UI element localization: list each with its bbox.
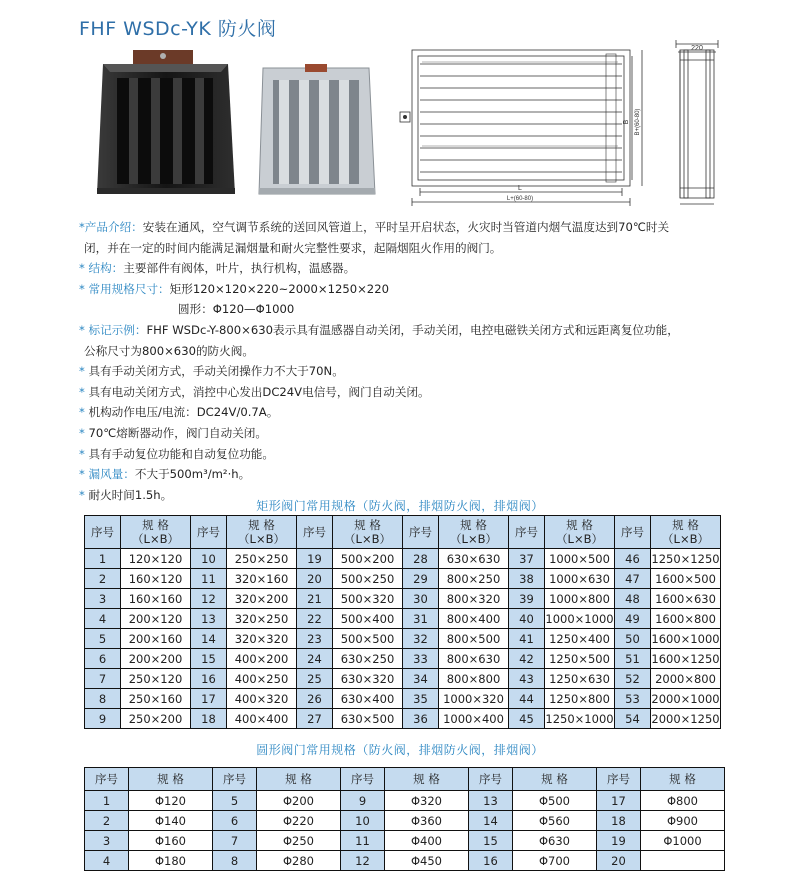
- row-number-cell: 12: [191, 589, 227, 609]
- dimension-b-label: B: [623, 119, 630, 125]
- size-cell: 630×400: [333, 689, 403, 709]
- steel-damper-photo: [257, 62, 377, 200]
- size-cell: 800×630: [439, 649, 509, 669]
- feature-5: * 具有手动复位功能和自动复位功能。: [79, 446, 274, 461]
- row-number-cell: 9: [85, 709, 121, 729]
- rect-header-size: 规 格 （L×B）: [333, 516, 403, 549]
- row-number-cell: 20: [597, 851, 641, 871]
- size-cell: 400×400: [227, 709, 297, 729]
- size-cell: 250×200: [121, 709, 191, 729]
- row-number-cell: 25: [297, 669, 333, 689]
- size-cell: 800×400: [439, 609, 509, 629]
- row-number-cell: 42: [509, 649, 545, 669]
- spec-round-text: 圆形：Φ120—Φ1000: [178, 302, 295, 317]
- size-cell: 630×250: [333, 649, 403, 669]
- row-number-cell: 2: [85, 569, 121, 589]
- size-cell: Φ1000: [641, 831, 725, 851]
- table-row: [85, 831, 725, 851]
- size-cell: 1250×1250: [651, 549, 721, 569]
- size-cell: Φ320: [385, 791, 469, 811]
- size-cell: 320×200: [227, 589, 297, 609]
- round-header-size: 规 格: [385, 768, 469, 791]
- row-number-cell: 3: [85, 589, 121, 609]
- round-spec-table: [84, 767, 725, 871]
- row-number-cell: 5: [85, 629, 121, 649]
- size-cell: 800×250: [439, 569, 509, 589]
- size-cell: 500×500: [333, 629, 403, 649]
- row-number-cell: 31: [403, 609, 439, 629]
- size-cell: 500×200: [333, 549, 403, 569]
- row-number-cell: 19: [597, 831, 641, 851]
- size-cell: 1600×630: [651, 589, 721, 609]
- table-row: [85, 609, 721, 629]
- size-cell: 800×800: [439, 669, 509, 689]
- row-number-cell: 10: [341, 811, 385, 831]
- size-cell: 1250×1000: [545, 709, 615, 729]
- row-number-cell: 7: [213, 831, 257, 851]
- example-line: * 标记示例：FHF WSDc-Y-800×630表示具有温感器自动关闭，手动关闭，电控电磁铁关闭方式和远距离复位功能，: [79, 322, 679, 337]
- size-cell: 200×200: [121, 649, 191, 669]
- size-cell: 1250×400: [545, 629, 615, 649]
- intro-text: 安装在通风，空气调节系统的送回风管道上，平时呈开启状态，火灾时当管道内烟气温度达到70℃时关: [142, 220, 670, 234]
- row-number-cell: 14: [469, 811, 513, 831]
- row-number-cell: 24: [297, 649, 333, 669]
- dimension-l-total-label: L+(60-80): [506, 196, 534, 202]
- round-header-no: 序号: [597, 768, 641, 791]
- size-cell: 1250×630: [545, 669, 615, 689]
- row-number-cell: 6: [213, 811, 257, 831]
- size-cell: Φ160: [129, 831, 213, 851]
- size-cell: 500×250: [333, 569, 403, 589]
- size-cell: 160×160: [121, 589, 191, 609]
- rect-header-size: 规 格 （L×B）: [439, 516, 509, 549]
- size-cell: 630×320: [333, 669, 403, 689]
- product-description: [79, 217, 739, 505]
- row-number-cell: 36: [403, 709, 439, 729]
- spec-rect-text: 矩形120×120×220~2000×1250×220: [169, 281, 389, 296]
- row-number-cell: 10: [191, 549, 227, 569]
- side-view-drawing: [666, 38, 728, 210]
- row-number-cell: 35: [403, 689, 439, 709]
- row-number-cell: 33: [403, 649, 439, 669]
- leak-text: 不大于500m³/m²·h。: [134, 467, 251, 482]
- size-cell: 1000×630: [545, 569, 615, 589]
- size-cell: Φ120: [129, 791, 213, 811]
- row-number-cell: 47: [615, 569, 651, 589]
- round-header-no: 序号: [85, 768, 129, 791]
- size-cell: Φ280: [257, 851, 341, 871]
- row-number-cell: 18: [597, 811, 641, 831]
- row-number-cell: 6: [85, 649, 121, 669]
- row-number-cell: 30: [403, 589, 439, 609]
- size-cell: 1000×500: [545, 549, 615, 569]
- size-cell: Φ200: [257, 791, 341, 811]
- size-cell: 500×400: [333, 609, 403, 629]
- feature-4: * 70℃熔断器动作，阀门自动关闭。: [79, 425, 267, 440]
- row-number-cell: 1: [85, 791, 129, 811]
- round-header-size: 规 格: [641, 768, 725, 791]
- row-number-cell: 1: [85, 549, 121, 569]
- size-cell: 1000×320: [439, 689, 509, 709]
- size-cell: 120×120: [121, 549, 191, 569]
- size-cell: Φ800: [641, 791, 725, 811]
- table-row: [85, 851, 725, 871]
- example-text: FHF WSDc-Y-800×630表示具有温感器自动关闭，手动关闭，电控电磁铁关闭方式和远距离复位功能，: [146, 322, 679, 337]
- row-number-cell: 23: [297, 629, 333, 649]
- row-number-cell: 38: [509, 569, 545, 589]
- rect-header-no: 序号: [297, 516, 333, 549]
- size-cell: Φ250: [257, 831, 341, 851]
- size-cell: 400×200: [227, 649, 297, 669]
- row-number-cell: 28: [403, 549, 439, 569]
- size-cell: 2000×1250: [651, 709, 721, 729]
- row-number-cell: 16: [191, 669, 227, 689]
- intro-line: *产品介绍：安装在通风，空气调节系统的送回风管道上，平时呈开启状态，火灾时当管道内烟气温度达到70℃时关: [79, 220, 670, 234]
- size-cell: 250×250: [227, 549, 297, 569]
- row-number-cell: 16: [469, 851, 513, 871]
- size-cell: Φ560: [513, 811, 597, 831]
- row-number-cell: 20: [297, 569, 333, 589]
- table-row: [85, 569, 721, 589]
- size-cell: 1250×500: [545, 649, 615, 669]
- round-header-no: 序号: [341, 768, 385, 791]
- feature-3: * 机构动作电压/电流：DC24V/0.7A。: [79, 405, 279, 420]
- fire-line: * 耐火时间1.5h。: [79, 487, 173, 502]
- row-number-cell: 13: [191, 609, 227, 629]
- rect-header-no: 序号: [615, 516, 651, 549]
- rect-header-no: 序号: [403, 516, 439, 549]
- row-number-cell: 18: [191, 709, 227, 729]
- row-number-cell: 3: [85, 831, 129, 851]
- table-row: [85, 589, 721, 609]
- rect-table-caption: 矩形阀门常用规格（防火阀，排烟防火阀，排烟阀）: [256, 499, 544, 513]
- page-title: FHF WSDc-YK 防火阀: [79, 18, 277, 40]
- row-number-cell: 46: [615, 549, 651, 569]
- size-cell: 1600×800: [651, 609, 721, 629]
- size-cell: 1600×1250: [651, 649, 721, 669]
- size-cell: Φ140: [129, 811, 213, 831]
- row-number-cell: 8: [213, 851, 257, 871]
- size-cell: 320×320: [227, 629, 297, 649]
- size-cell: Φ500: [513, 791, 597, 811]
- structure-label: 结构：: [88, 261, 124, 276]
- table-row: [85, 629, 721, 649]
- round-header-no: 序号: [213, 768, 257, 791]
- row-number-cell: 41: [509, 629, 545, 649]
- row-number-cell: 44: [509, 689, 545, 709]
- rect-table-header: [85, 516, 721, 549]
- size-cell: Φ630: [513, 831, 597, 851]
- leak-label: 漏风量：: [88, 467, 135, 482]
- row-number-cell: 40: [509, 609, 545, 629]
- size-cell: 400×250: [227, 669, 297, 689]
- spec-line: * 常用规格尺寸：矩形120×120×220~2000×1250×220: [79, 281, 389, 296]
- round-header-size: 规 格: [257, 768, 341, 791]
- row-number-cell: 32: [403, 629, 439, 649]
- row-number-cell: 54: [615, 709, 651, 729]
- row-number-cell: 48: [615, 589, 651, 609]
- size-cell: Φ220: [257, 811, 341, 831]
- row-number-cell: 4: [85, 609, 121, 629]
- row-number-cell: 14: [191, 629, 227, 649]
- row-number-cell: 9: [341, 791, 385, 811]
- fire-text: 耐火时间1.5h。: [88, 487, 173, 502]
- row-number-cell: 39: [509, 589, 545, 609]
- size-cell: 1600×500: [651, 569, 721, 589]
- size-cell: 250×120: [121, 669, 191, 689]
- round-header-size: 规 格: [513, 768, 597, 791]
- table-row: [85, 791, 725, 811]
- row-number-cell: 13: [469, 791, 513, 811]
- size-cell: 1000×800: [545, 589, 615, 609]
- row-number-cell: 7: [85, 669, 121, 689]
- size-cell: 320×250: [227, 609, 297, 629]
- size-cell: Φ450: [385, 851, 469, 871]
- size-cell: 2000×1000: [651, 689, 721, 709]
- row-number-cell: 26: [297, 689, 333, 709]
- rect-header-size: 规 格 （L×B）: [227, 516, 297, 549]
- size-cell: Φ400: [385, 831, 469, 851]
- rect-header-size: 规 格 （L×B）: [545, 516, 615, 549]
- size-cell: Φ180: [129, 851, 213, 871]
- row-number-cell: 21: [297, 589, 333, 609]
- row-number-cell: 8: [85, 689, 121, 709]
- row-number-cell: 49: [615, 609, 651, 629]
- row-number-cell: 22: [297, 609, 333, 629]
- row-number-cell: 19: [297, 549, 333, 569]
- dimension-l-label: L: [518, 185, 522, 192]
- row-number-cell: 4: [85, 851, 129, 871]
- table-row: [85, 549, 721, 569]
- row-number-cell: 5: [213, 791, 257, 811]
- intro-label: 产品介绍：: [84, 220, 143, 234]
- size-cell: 320×160: [227, 569, 297, 589]
- row-number-cell: 34: [403, 669, 439, 689]
- structure-text: 主要部件有阀体，叶片，执行机构，温感器。: [123, 261, 356, 276]
- round-table-caption: 圆形阀门常用规格（防火阀，排烟防火阀，排烟阀）: [256, 743, 544, 757]
- size-cell: 1600×1000: [651, 629, 721, 649]
- rect-spec-table: [84, 515, 721, 729]
- row-number-cell: 45: [509, 709, 545, 729]
- size-cell: 400×320: [227, 689, 297, 709]
- size-cell: [641, 851, 725, 871]
- size-cell: Φ360: [385, 811, 469, 831]
- structure-line: * 结构：主要部件有阀体，叶片，执行机构，温感器。: [79, 261, 356, 276]
- size-cell: 160×120: [121, 569, 191, 589]
- size-cell: Φ900: [641, 811, 725, 831]
- example-label: 标记示例：: [88, 322, 147, 337]
- row-number-cell: 43: [509, 669, 545, 689]
- table-row: [85, 649, 721, 669]
- dimension-b-total-label: B+(60-80): [635, 108, 641, 136]
- size-cell: 630×630: [439, 549, 509, 569]
- example-line-2: 公称尺寸为800×630的防火阀。: [84, 343, 254, 358]
- size-cell: 2000×800: [651, 669, 721, 689]
- row-number-cell: 11: [191, 569, 227, 589]
- rect-header-size: 规 格 （L×B）: [651, 516, 721, 549]
- row-number-cell: 51: [615, 649, 651, 669]
- rect-header-no: 序号: [191, 516, 227, 549]
- row-number-cell: 2: [85, 811, 129, 831]
- size-cell: 250×160: [121, 689, 191, 709]
- row-number-cell: 37: [509, 549, 545, 569]
- round-header-size: 规 格: [129, 768, 213, 791]
- front-view-drawing: [396, 42, 648, 212]
- row-number-cell: 17: [597, 791, 641, 811]
- black-damper-photo: [93, 42, 238, 202]
- intro-line-2: 闭，并在一定的时间内能满足漏烟量和耐火完整性要求，起隔烟阻火作用的阀门。: [84, 240, 502, 255]
- feature-2: * 具有电动关闭方式，消控中心发出DC24V电信号，阀门自动关闭。: [79, 384, 430, 399]
- feature-1: * 具有手动关闭方式，手动关闭操作力不大于70N。: [79, 364, 344, 379]
- row-number-cell: 27: [297, 709, 333, 729]
- row-number-cell: 12: [341, 851, 385, 871]
- row-number-cell: 52: [615, 669, 651, 689]
- size-cell: 1000×400: [439, 709, 509, 729]
- depth-220-label: 220: [691, 45, 703, 52]
- leak-line: * 漏风量：不大于500m³/m²·h。: [79, 467, 251, 482]
- row-number-cell: 17: [191, 689, 227, 709]
- spec-label: 常用规格尺寸：: [88, 281, 170, 296]
- table-row: [85, 689, 721, 709]
- size-cell: 1250×800: [545, 689, 615, 709]
- size-cell: 200×120: [121, 609, 191, 629]
- size-cell: 800×320: [439, 589, 509, 609]
- size-cell: 800×500: [439, 629, 509, 649]
- table-row: [85, 811, 725, 831]
- round-table-header: [85, 768, 725, 791]
- row-number-cell: 15: [191, 649, 227, 669]
- size-cell: 1000×1000: [545, 609, 615, 629]
- row-number-cell: 53: [615, 689, 651, 709]
- rect-header-no: 序号: [509, 516, 545, 549]
- rect-header-no: 序号: [85, 516, 121, 549]
- rect-header-size: 规 格 （L×B）: [121, 516, 191, 549]
- row-number-cell: 29: [403, 569, 439, 589]
- table-row: [85, 709, 721, 729]
- row-number-cell: 11: [341, 831, 385, 851]
- size-cell: 200×160: [121, 629, 191, 649]
- table-row: [85, 669, 721, 689]
- size-cell: 630×500: [333, 709, 403, 729]
- size-cell: 500×320: [333, 589, 403, 609]
- round-header-no: 序号: [469, 768, 513, 791]
- row-number-cell: 50: [615, 629, 651, 649]
- size-cell: Φ700: [513, 851, 597, 871]
- row-number-cell: 15: [469, 831, 513, 851]
